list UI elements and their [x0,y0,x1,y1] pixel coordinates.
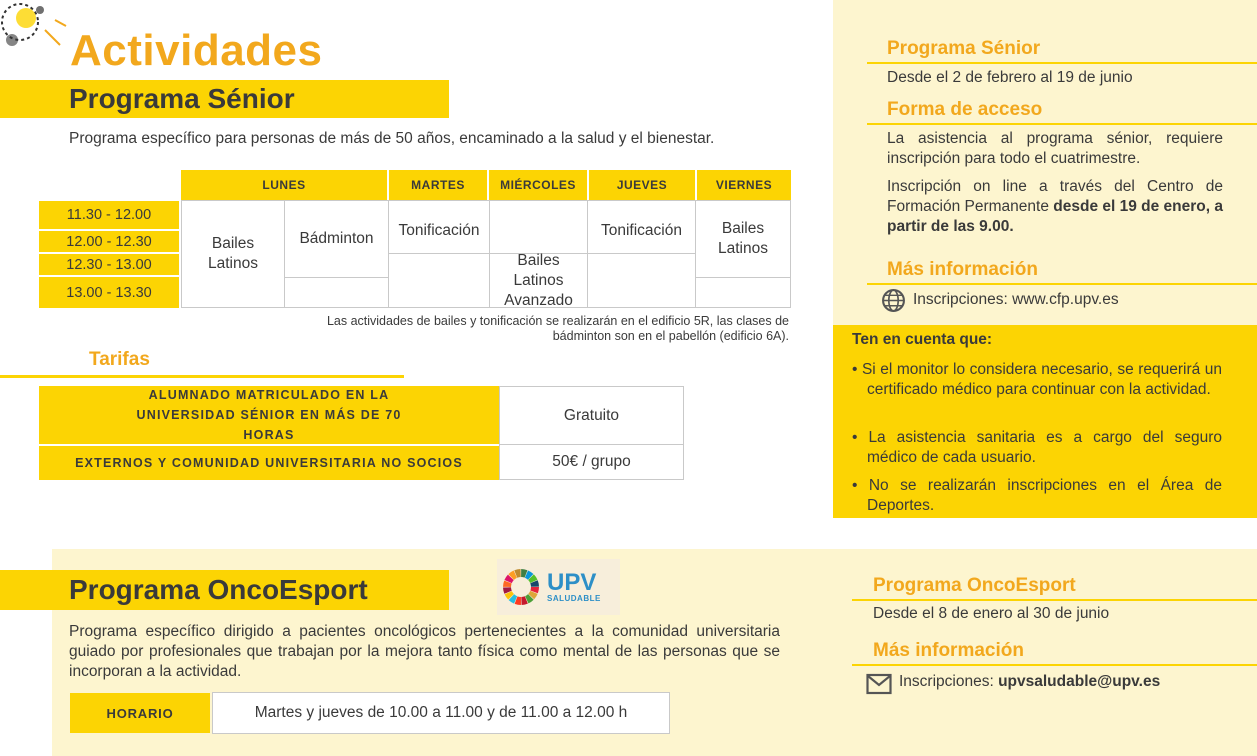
onco-title-band [0,570,449,610]
access-text-2-prefix: Inscripción on line a través del Centro de Formación Permanente [887,178,1223,215]
tarifas-underline [0,375,404,378]
schedule-table [39,170,791,308]
horario-value: Martes y jueves de 10.00 a 11.00 y de 11.00 a 12.00 h [212,692,670,734]
tarifas-heading: Tarifas [89,349,150,370]
onco-contact [899,672,1219,692]
horario-label: HORARIO [70,693,210,733]
onco-right-heading: Programa OncoEsport [873,575,1076,596]
time-slot-4: 13.00 - 13.30 [39,277,179,308]
panel-senior-dates: Desde el 2 de febrero al 19 de junio [887,69,1133,86]
divider [867,62,1257,64]
onco-band-title: Programa OncoEsport [69,574,368,605]
activity-martes-tonificacion: Tonificación [388,200,490,254]
notice-item-text: La asistencia sanitaria es a cargo del seguro médico de cada usuario. [867,429,1223,466]
tarifa-row-1-who: ALUMNADO MATRICULADO EN LA UNIVERSIDAD SÉNIOR EN MÁS DE 70 HORAS [39,386,499,444]
tarifa-row-2-price: 50€ / grupo [499,444,684,480]
activity-lunes-badminton: Bádminton [284,200,389,278]
globe-icon [881,288,906,313]
tarifa-row-2-who: EXTERNOS Y COMUNIDAD UNIVERSITARIA NO SOCIOS [39,446,499,480]
access-text-2 [887,177,1223,237]
day-header-viernes: VIERNES [697,170,791,200]
onco-more-info-heading: Más información [873,640,1024,661]
day-header-jueves: JUEVES [589,170,695,200]
access-text-1: La asistencia al programa sénior, requiere inscripción para todo el cuatrimestre. [887,130,1223,167]
day-header-lunes: LUNES [181,170,387,200]
access-heading: Forma de acceso [887,99,1043,120]
tarifas-table [39,386,684,480]
upv-logo-subtitle: SALUDABLE [547,593,601,603]
tarifa-row-1-price: Gratuito [499,386,684,445]
upv-saludable-logo [497,559,620,615]
notice-item-text: No se realizarán inscripciones en el Área de Deportes. [867,477,1222,514]
empty-slot [695,277,791,308]
divider [867,123,1257,125]
time-slot-3: 12.30 - 13.00 [39,254,179,275]
notice-item-text: Si el monitor lo considera necesario, se requerirá un certificado médico para continuar con la actividad. [861,361,1222,398]
cfp-link[interactable]: Inscripciones: www.cfp.upv.es [913,291,1119,308]
onco-description: Programa específico dirigido a pacientes oncológicos pertenecientes a la comunidad universitaria guiado por profesionales que trabajan por la mejora tanto física como mental de las personas que se incorporan a la actividad. [69,623,780,680]
access-text-2-dates: desde el 19 de enero, a partir de las 9.00. [887,198,1224,235]
senior-title-band [0,80,449,118]
time-slot-1: 11.30 - 12.00 [39,201,179,229]
day-header-miercoles: MIÉRCOLES [489,170,587,200]
activity-lunes-bailes: Bailes Latinos [181,200,285,308]
activity-viernes-bailes: Bailes Latinos [695,200,791,278]
senior-intro: Programa específico para personas de más de 50 años, encaminado a la salud y el bienestar. [69,130,715,147]
activity-miercoles-bailes-avanzado: Bailes Latinos Avanzado [489,253,588,308]
onco-dates: Desde el 8 de enero al 30 de junio [873,605,1110,622]
divider [852,599,1257,601]
decorative-splash-graphic [0,0,70,62]
activity-jueves-tonificacion: Tonificación [587,200,696,254]
notice-item: • Si el monitor lo considera necesario, se requerirá un certificado médico para continuar con la actividad. [852,361,1222,398]
onco-email-link[interactable]: upvsaludable@upv.es [998,673,1161,690]
senior-band-title: Programa Sénior [69,83,295,114]
empty-slot [284,277,389,308]
upv-logo-word: UPV [547,568,597,596]
notice-item: • La asistencia sanitaria es a cargo del seguro médico de cada usuario. [852,429,1223,466]
divider [852,664,1257,666]
onco-contact-prefix: Inscripciones: [899,673,999,690]
schedule-note: Las actividades de bailes y tonificación se realizarán en el edificio 5R, las clases de bádminton son en el pabellón (edificio 6A). [326,314,789,343]
empty-slot [489,200,588,254]
divider [867,283,1257,285]
notice-title: Ten en cuenta que: [852,331,993,348]
page-title: Actividades [70,26,323,75]
empty-slot [388,253,490,308]
more-info-heading: Más información [887,259,1038,280]
empty-slot [587,253,696,308]
mail-icon [866,673,892,695]
panel-senior-heading: Programa Sénior [887,38,1041,59]
notice-item: • No se realizarán inscripciones en el Área de Deportes. [852,477,1222,514]
notice-box [833,325,1257,518]
time-slot-2: 12.00 - 12.30 [39,231,179,252]
sdg-wheel-icon [501,567,541,607]
day-header-martes: MARTES [389,170,487,200]
